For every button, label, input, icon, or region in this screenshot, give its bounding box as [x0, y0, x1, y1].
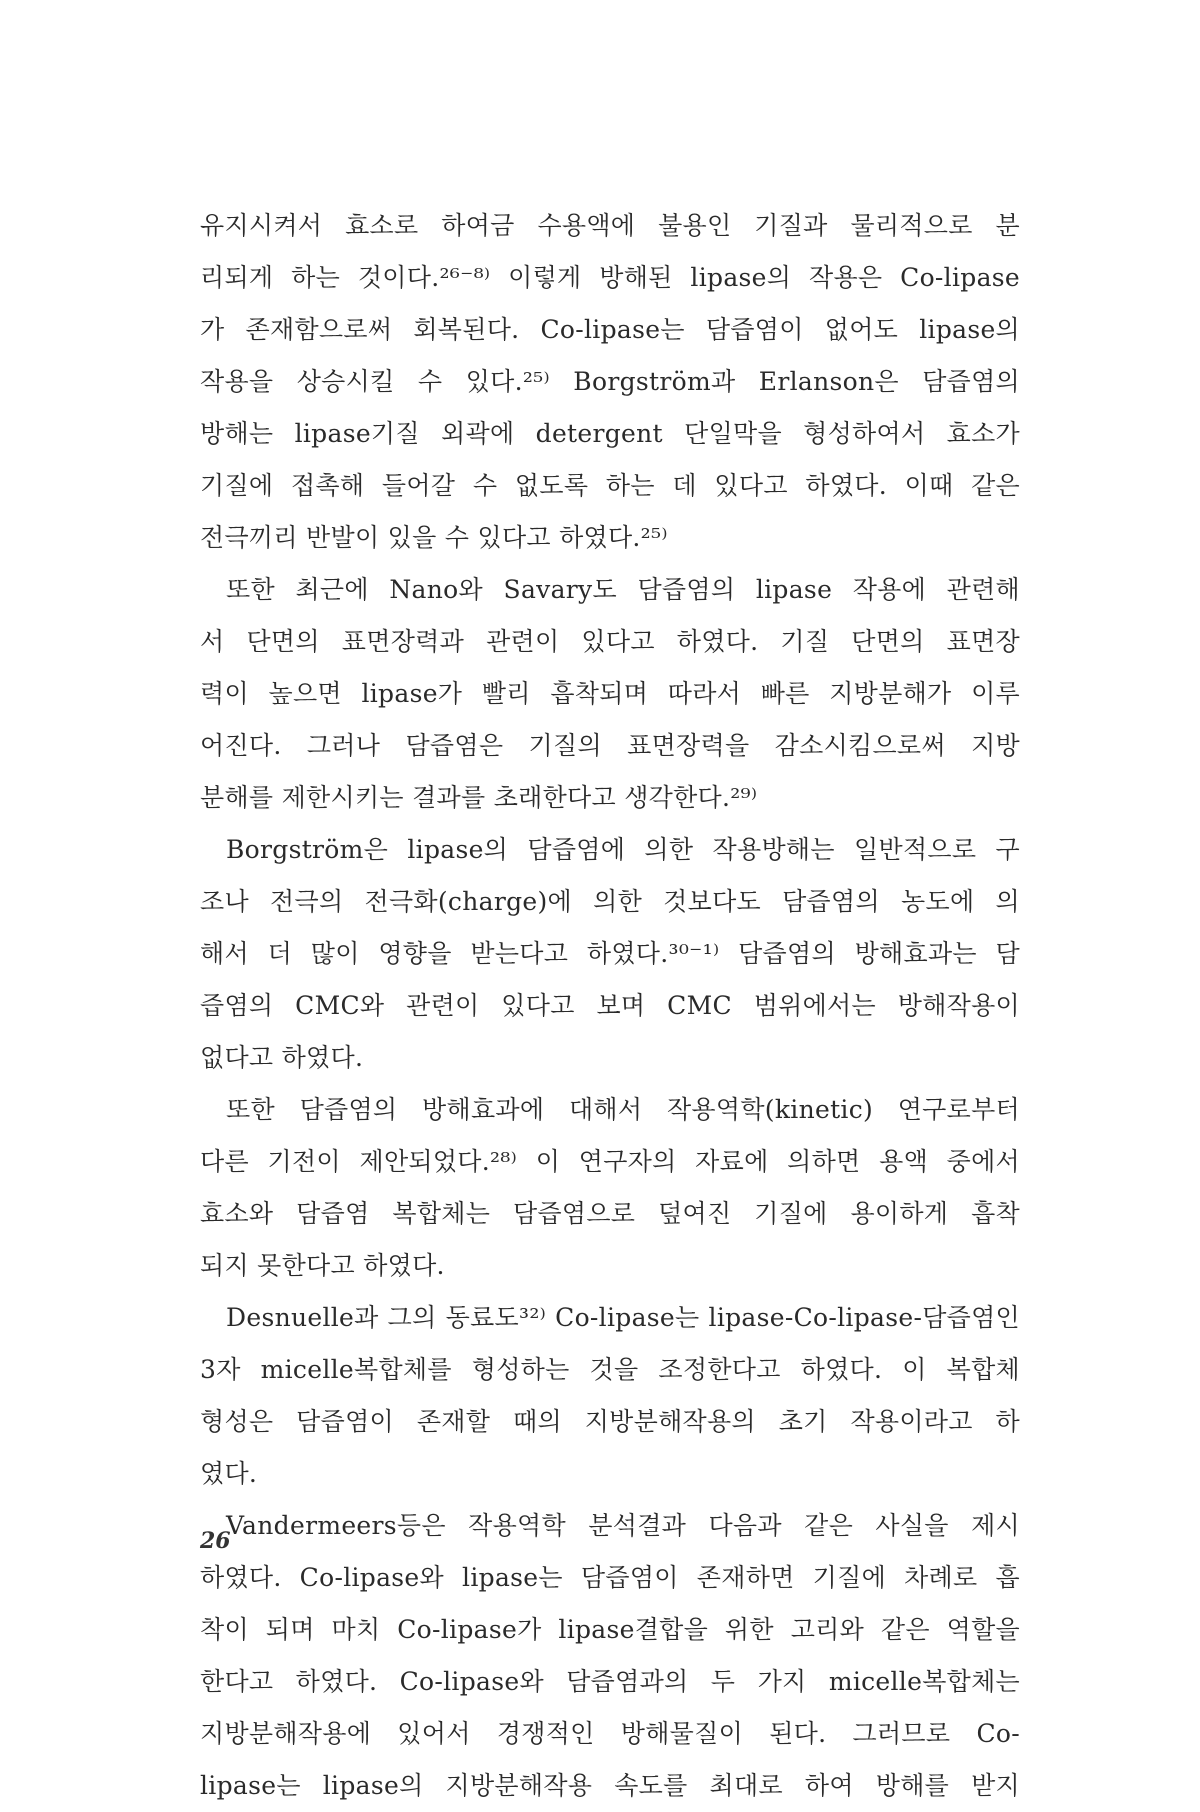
text-line: 다른 기전이 제안되었다.²⁸⁾ 이 연구자의 자료에 의하면 용액 중에서	[200, 1147, 1020, 1176]
body-text	[200, 200, 1020, 1812]
text-line: 즙염의 CMC와 관련이 있다고 보며 CMC 범위에서는 방해작용이	[200, 991, 1020, 1020]
text-line: Desnuelle과 그의 동료도³²⁾ Co-lipase는 lipase-Co-lipase-담즙염인	[226, 1303, 1020, 1332]
text-line: Vandermeers등은 작용역학 분석결과 다음과 같은 사실을 제시	[226, 1511, 1020, 1540]
text-line: 였다.	[200, 1459, 258, 1488]
text-line: 하였다. Co-lipase와 lipase는 담즙염이 존재하면 기질에 차례로 흡	[200, 1563, 1020, 1592]
text-line: 없다고 하였다.	[200, 1043, 364, 1072]
text-line: 방해는 lipase기질 외곽에 detergent 단일막을 형성하여서 효소가	[200, 419, 1020, 448]
text-line: 유지시켜서 효소로 하여금 수용액에 불용인 기질과 물리적으로 분	[200, 211, 1020, 240]
text-line: 가 존재함으로써 회복된다. Co-lipase는 담즙염이 없어도 lipase의	[200, 315, 1020, 344]
text-line: 한다고 하였다. Co-lipase와 담즙염과의 두 가지 micelle복합체는	[200, 1667, 1020, 1696]
text-line: lipase는 lipase의 지방분해작용 속도를 최대로 하여 방해를 받지	[200, 1771, 1020, 1800]
text-line: 해서 더 많이 영향을 받는다고 하였다.³⁰⁻¹⁾ 담즙염의 방해효과는 담	[200, 939, 1020, 968]
text-line: 3자 micelle복합체를 형성하는 것을 조정한다고 하였다. 이 복합체	[200, 1355, 1020, 1384]
text-line: 서 단면의 표면장력과 관련이 있다고 하였다. 기질 단면의 표면장	[200, 627, 1020, 656]
text-line: 형성은 담즙염이 존재할 때의 지방분해작용의 초기 작용이라고 하	[200, 1407, 1020, 1436]
text-line: 어진다. 그러나 담즙염은 기질의 표면장력을 감소시킴으로써 지방	[200, 731, 1020, 760]
text-line: 또한 담즙염의 방해효과에 대해서 작용역학(kinetic) 연구로부터	[226, 1095, 1020, 1124]
text-line: 력이 높으면 lipase가 빨리 흡착되며 따라서 빠른 지방분해가 이루	[200, 679, 1020, 708]
text-line: 조나 전극의 전극화(charge)에 의한 것보다도 담즙염의 농도에 의	[200, 887, 1020, 916]
page-number: 26	[200, 1528, 231, 1554]
text-line: 또한 최근에 Nano와 Savary도 담즙염의 lipase 작용에 관련해	[226, 575, 1020, 604]
text-line: 되지 못한다고 하였다.	[200, 1251, 445, 1280]
text-line: 분해를 제한시키는 결과를 초래한다고 생각한다.²⁹⁾	[200, 783, 758, 812]
text-line: 전극끼리 반발이 있을 수 있다고 하였다.²⁵⁾	[200, 523, 668, 552]
text-line: 기질에 접촉해 들어갈 수 없도록 하는 데 있다고 하였다. 이때 같은	[200, 471, 1020, 500]
text-line: 효소와 담즙염 복합체는 담즙염으로 덮여진 기질에 용이하게 흡착	[200, 1199, 1020, 1228]
text-line: 리되게 하는 것이다.²⁶⁻⁸⁾ 이렇게 방해된 lipase의 작용은 Co-lipase	[200, 263, 1020, 292]
text-line: Borgström은 lipase의 담즙염에 의한 작용방해는 일반적으로 구	[226, 835, 1020, 864]
text-line: 지방분해작용에 있어서 경쟁적인 방해물질이 된다. 그러므로 Co-	[200, 1719, 1020, 1748]
text-line: 작용을 상승시킬 수 있다.²⁵⁾ Borgström과 Erlanson은 담즙염의	[200, 367, 1020, 396]
text-line: 착이 되며 마치 Co-lipase가 lipase결합을 위한 고리와 같은 역할을	[200, 1615, 1020, 1644]
